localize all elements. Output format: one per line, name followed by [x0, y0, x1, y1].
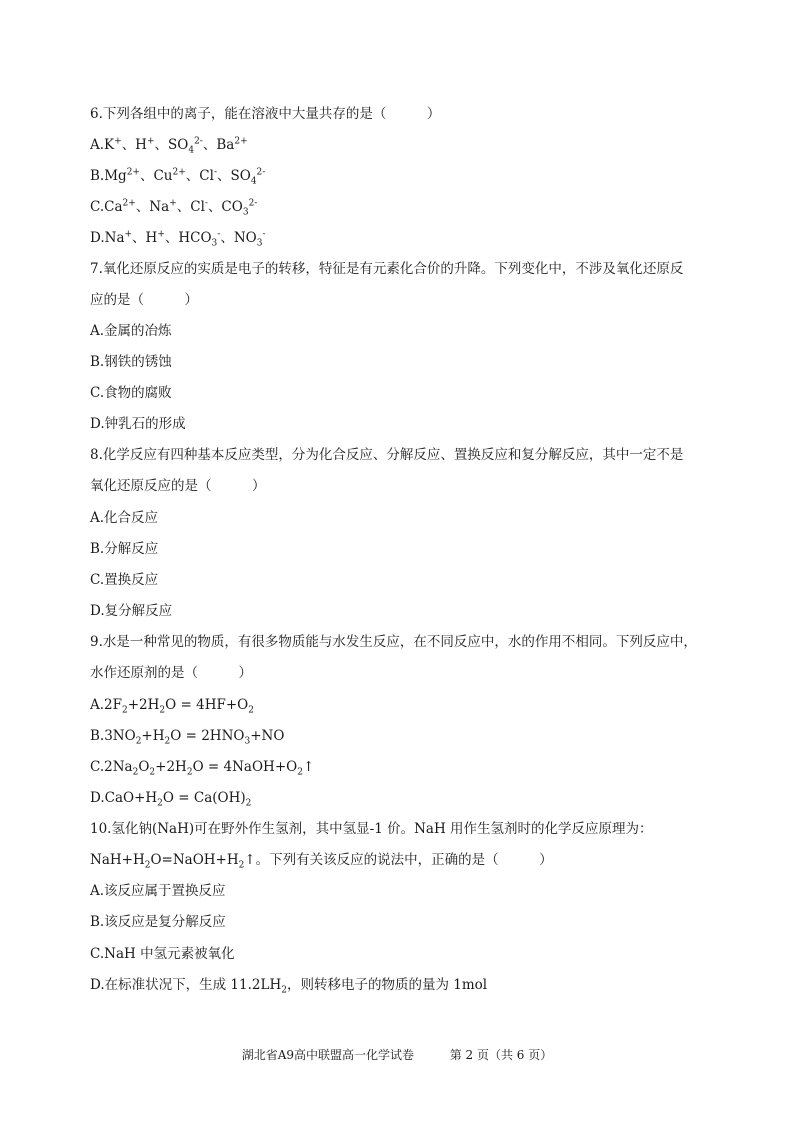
q6-option-a: A.K+、H+、$SO_4^{2-}$、$Ba^{2+}$: [90, 136, 248, 156]
q9-option-c: $C.2Na_2O_2+2H_2O$ = $4NaOH+O_2↑$: [90, 759, 315, 778]
q10-option-c: C.NaH 中氢元素被氧化: [90, 946, 235, 962]
q10-option-d: D.在标准状况下，生成 $11.2LH_2$，则转移电子的物质的量为 1mol: [90, 977, 488, 996]
q9-stem-line2: 水作还原剂的是（ ）: [90, 665, 252, 681]
q9-option-d: $D.CaO+H_2O = Ca(OH)_2$: [90, 790, 252, 809]
q10-stem-line1: 10.氢化钠(NaH)可在野外作生氢剂，其中氢显-1 价。NaH 用作生氢剂时的化学反应原理为：: [90, 821, 653, 837]
footer-page-number: 第 2 页（共 6 页）: [449, 1048, 553, 1062]
q9-stem-line1: 9.水是一种常见的物质，有很多物质能与水发生反应，在不同反应中，水的作用不相同。下列反应中，: [90, 634, 697, 650]
q7-option-a: A.金属的冶炼: [90, 323, 172, 339]
page-footer: [0, 1046, 794, 1063]
q6-stem: 6.下列各组中的离子，能在溶液中大量共存的是（ ）: [90, 106, 441, 122]
q6-option-c: $C.Ca^{2+}$、Na+、Cl-、$CO_3^{2-}$: [90, 198, 258, 218]
q7-option-d: D.钟乳石的形成: [90, 416, 186, 432]
q10-option-b: B.该反应是复分解反应: [90, 914, 226, 930]
q7-stem-line2: 应的是（ ）: [90, 292, 198, 308]
q8-stem-line1: 8.化学反应有四种基本反应类型，分为化合反应、分解反应、置换反应和复分解反应，其中一定不是: [90, 447, 684, 463]
footer-exam-title: 湖北省A9高中联盟高一化学试卷: [241, 1048, 415, 1062]
q7-option-c: C.食物的腐败: [90, 385, 172, 401]
q9-option-a: $A.2F_2+2H_2O = 4HF+O_2$: [90, 697, 254, 716]
q9-option-b: $B.3NO_2+H_2O = 2HNO_3+NO$: [90, 728, 285, 747]
q8-option-b: B.分解反应: [90, 541, 159, 557]
q8-option-d: D.复分解反应: [90, 603, 173, 619]
q8-option-c: C.置换反应: [90, 572, 159, 588]
q8-option-a: A.化合反应: [90, 510, 159, 526]
q8-stem-line2: 氧化还原反应的是（ ）: [90, 478, 266, 494]
q10-option-a: A.该反应属于置换反应: [90, 883, 226, 899]
q7-stem-line1: 7.氧化还原反应的实质是电子的转移，特征是有元素化合价的升降。下列变化中，不涉及氧化还原反: [90, 261, 684, 277]
q7-option-b: B.钢铁的锈蚀: [90, 354, 172, 370]
q6-option-d: D.Na+、H+、$HCO_3^-$、$NO_3^-$: [90, 229, 266, 249]
q10-stem-line2: $NaH+H_2O=NaOH+H_2↑$。下列有关该反应的说法中，正确的是（ ）: [90, 852, 553, 871]
q6-option-b: $B.Mg^{2+}$、$Cu^{2+}$、Cl-、$SO_4^{2-}$: [90, 167, 266, 187]
